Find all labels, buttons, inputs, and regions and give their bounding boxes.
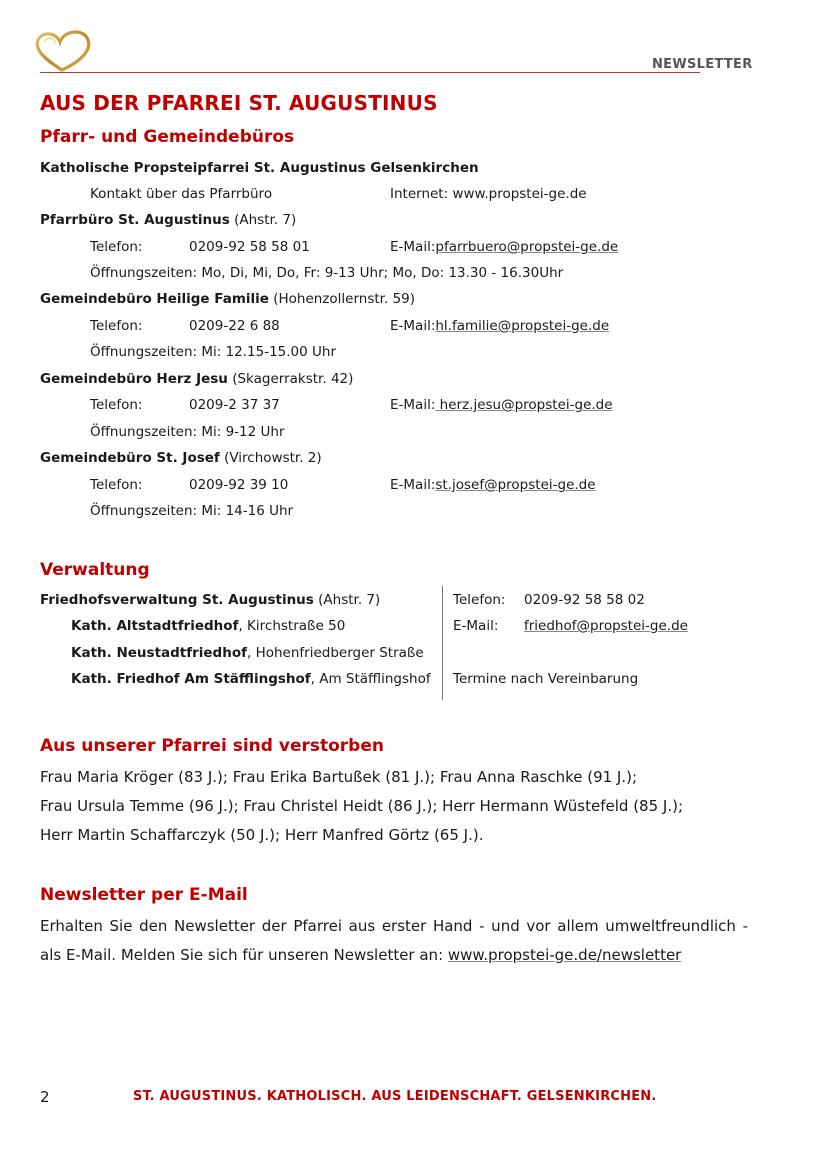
cemetery-item: [71, 671, 431, 687]
office-name: Pfarrbüro St. Augustinus: [40, 212, 230, 228]
newsletter-text: als E-Mail. Melden Sie sich für unseren Newsletter an:: [40, 946, 448, 964]
office-email-link[interactable]: st.josef@propstei-ge.de: [435, 477, 596, 493]
office-phone: 0209-2 37 37: [189, 397, 280, 413]
cemetery-office-name: Friedhofsverwaltung St. Augustinus: [40, 592, 314, 608]
office-phone: 0209-92 39 10: [189, 477, 289, 493]
office-hours: Öffnungszeiten: Mo, Di, Mi, Do, Fr: 9-13 Uhr; Mo, Do: 13.30 - 16.30Uhr: [90, 265, 564, 281]
office-hours: Öffnungszeiten: Mi: 9-12 Uhr: [90, 424, 285, 440]
office-name: Gemeindebüro Heilige Familie: [40, 291, 269, 307]
office-hours: Öffnungszeiten: Mi: 14-16 Uhr: [90, 503, 294, 519]
office-address: (Skagerrakstr. 42): [227, 371, 354, 387]
office-email-link[interactable]: pfarrbuero@propstei-ge.de: [435, 239, 619, 255]
email-label: E-Mail:: [390, 239, 436, 255]
header-rule: [40, 72, 700, 73]
internet-address: Internet: www.propstei-ge.de: [390, 186, 587, 202]
cemetery-name: Kath. Altstadtfriedhof: [71, 618, 239, 634]
cemetery-office-address: (Ahstr. 7): [313, 592, 381, 608]
administration-heading: Verwaltung: [40, 560, 150, 580]
phone-label: Telefon:: [90, 477, 143, 493]
contact-note: Kontakt über das Pfarrbüro: [90, 186, 273, 202]
admin-email-label: E-Mail:: [453, 618, 499, 634]
page-title: AUS DER PFARREI ST. AUGUSTINUS: [40, 91, 438, 115]
office-name: Gemeindebüro Herz Jesu: [40, 371, 228, 387]
newsletter-heading: Newsletter per E-Mail: [40, 885, 248, 905]
office-title: [40, 371, 353, 387]
parish-name: Katholische Propsteipfarrei St. Augustinus Gelsenkirchen: [40, 160, 479, 176]
cemetery-address: , Am Stäfflingshof: [310, 671, 431, 687]
office-email-row: [390, 397, 613, 413]
cemetery-item: [71, 618, 345, 634]
footer-slogan: ST. AUGUSTINUS. KATHOLISCH. AUS LEIDENSCHAFT. GELSENKIRCHEN.: [133, 1089, 657, 1104]
admin-email-link[interactable]: friedhof@propstei-ge.de: [524, 618, 688, 634]
phone-label: Telefon:: [90, 397, 143, 413]
office-address: (Hohenzollernstr. 59): [268, 291, 416, 307]
office-email-link[interactable]: hl.familie@propstei-ge.de: [435, 318, 610, 334]
cemetery-address: , Hohenfriedberger Straße: [246, 645, 424, 661]
office-hours: Öffnungszeiten: Mi: 12.15-15.00 Uhr: [90, 344, 337, 360]
admin-phone-label: Telefon:: [453, 592, 506, 608]
newsletter-text-line1: Erhalten Sie den Newsletter der Pfarrei aus erster Hand - und vor allem umweltfreundlich -: [40, 917, 748, 935]
email-label: E-Mail:: [390, 318, 436, 334]
cemetery-office: [40, 592, 380, 608]
email-label: E-Mail:: [390, 477, 436, 493]
cemetery-name: Kath. Neustadtfriedhof: [71, 645, 247, 661]
page-number: 2: [40, 1088, 50, 1106]
newsletter-signup-link[interactable]: www.propstei-ge.de/newsletter: [447, 946, 682, 964]
cemetery-name: Kath. Friedhof Am Stäfflingshof: [71, 671, 311, 687]
appointments-note: Termine nach Vereinbarung: [453, 671, 639, 687]
office-phone: 0209-22 6 88: [189, 318, 280, 334]
header-label: NEWSLETTER: [652, 57, 753, 72]
email-label: E-Mail:: [390, 397, 436, 413]
cemetery-address: , Kirchstraße 50: [238, 618, 346, 634]
office-address: (Ahstr. 7): [229, 212, 297, 228]
cemetery-item: [71, 645, 424, 661]
offices-heading: Pfarr- und Gemeindebüros: [40, 127, 295, 147]
deceased-line: Frau Maria Kröger (83 J.); Frau Erika Bartußek (81 J.); Frau Anna Raschke (91 J.);: [40, 768, 638, 786]
office-email-link[interactable]: herz.jesu@propstei-ge.de: [435, 397, 613, 413]
golden-heart-icon: [32, 28, 94, 74]
office-address: (Virchowstr. 2): [219, 450, 322, 466]
newsletter-text-line2: [40, 946, 681, 964]
office-email-row: [390, 477, 596, 493]
admin-phone: 0209-92 58 58 02: [524, 592, 645, 608]
office-title: [40, 450, 322, 466]
deceased-heading: Aus unserer Pfarrei sind verstorben: [40, 736, 384, 756]
office-name: Gemeindebüro St. Josef: [40, 450, 220, 466]
office-title: [40, 212, 296, 228]
office-title: [40, 291, 415, 307]
column-divider: [442, 586, 443, 700]
deceased-line: Herr Martin Schaffarczyk (50 J.); Herr Manfred Görtz (65 J.).: [40, 826, 484, 844]
office-email-row: [390, 318, 609, 334]
office-phone: 0209-92 58 58 01: [189, 239, 310, 255]
deceased-line: Frau Ursula Temme (96 J.); Frau Christel Heidt (86 J.); Herr Hermann Wüstefeld (85 J.);: [40, 797, 684, 815]
phone-label: Telefon:: [90, 239, 143, 255]
office-email-row: [390, 239, 618, 255]
phone-label: Telefon:: [90, 318, 143, 334]
